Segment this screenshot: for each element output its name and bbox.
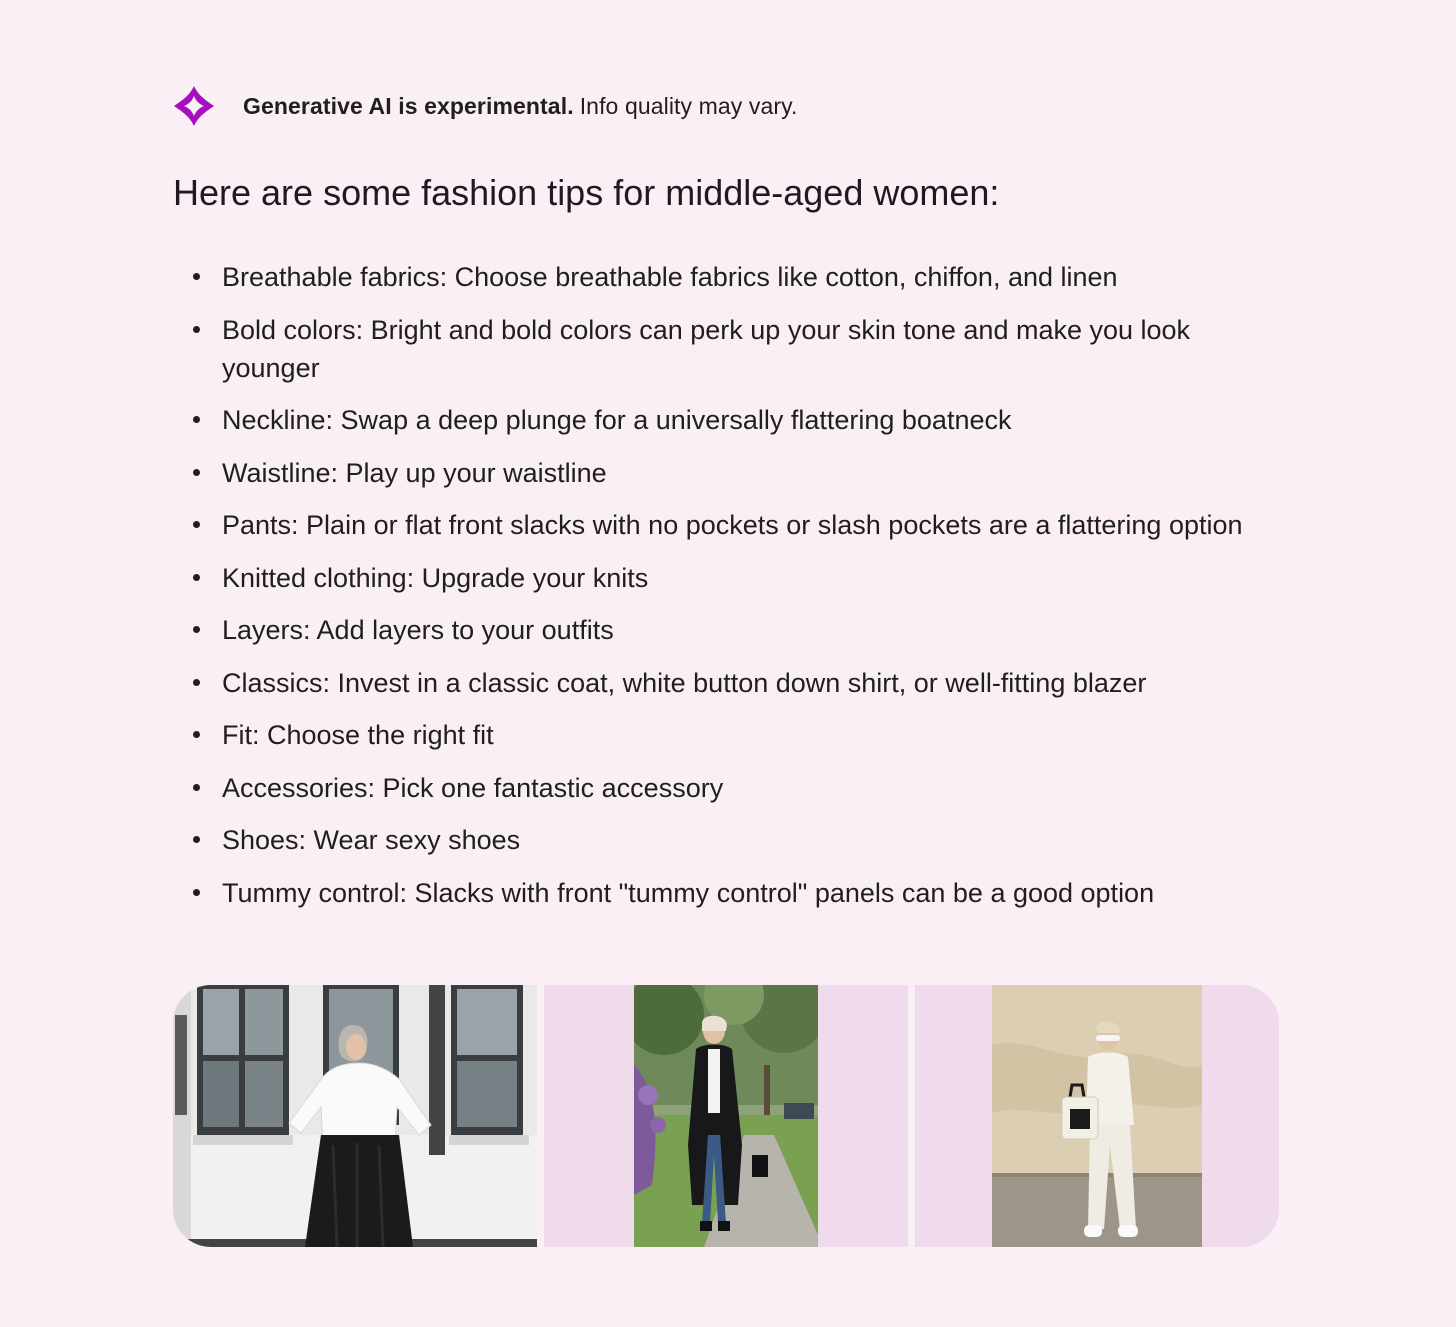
gallery-image-1[interactable] bbox=[173, 985, 537, 1247]
gallery-image-3[interactable] bbox=[915, 985, 1279, 1247]
fashion-photo-white-blouse bbox=[173, 985, 537, 1247]
image-gallery bbox=[173, 985, 1279, 1247]
tips-list bbox=[222, 258, 1262, 926]
disclaimer-bold: Generative AI is experimental. bbox=[243, 92, 574, 119]
answer-heading: Here are some fashion tips for middle-aged women: bbox=[173, 172, 1000, 213]
gallery-image-2[interactable] bbox=[544, 985, 908, 1247]
tip-fit: Fit: Choose the right fit bbox=[222, 716, 1262, 754]
disclaimer-note: Info quality may vary. bbox=[579, 92, 798, 119]
fashion-photo-black-cardigan bbox=[634, 985, 818, 1247]
tip-tummy-control: Tummy control: Slacks with front "tummy control" panels can be a good option bbox=[222, 874, 1262, 912]
tip-neckline: Neckline: Swap a deep plunge for a universally flattering boatneck bbox=[222, 401, 1262, 439]
tip-knitted-clothing: Knitted clothing: Upgrade your knits bbox=[222, 559, 1262, 597]
tip-classics: Classics: Invest in a classic coat, white button down shirt, or well-fitting blazer bbox=[222, 664, 1262, 702]
fashion-photo-white-outfit bbox=[992, 985, 1202, 1247]
tip-pants: Pants: Plain or flat front slacks with no pockets or slash pockets are a flattering option bbox=[222, 506, 1262, 544]
ai-disclaimer-banner bbox=[172, 84, 798, 128]
disclaimer-text bbox=[243, 93, 798, 120]
tip-shoes: Shoes: Wear sexy shoes bbox=[222, 821, 1262, 859]
tip-accessories: Accessories: Pick one fantastic accessory bbox=[222, 769, 1262, 807]
tip-bold-colors: Bold colors: Bright and bold colors can perk up your skin tone and make you look younger bbox=[222, 311, 1262, 387]
tip-waistline: Waistline: Play up your waistline bbox=[222, 454, 1262, 492]
tip-breathable-fabrics: Breathable fabrics: Choose breathable fabrics like cotton, chiffon, and linen bbox=[222, 258, 1262, 296]
sparkle-icon bbox=[172, 84, 216, 128]
tip-layers: Layers: Add layers to your outfits bbox=[222, 611, 1262, 649]
